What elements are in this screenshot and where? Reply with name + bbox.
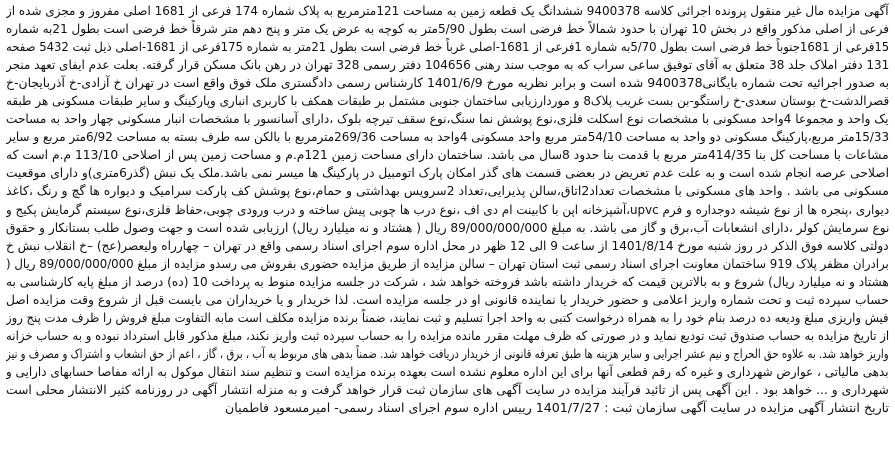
notice-line: دولتی کلاسه فوق الذکر در روز شنبه مورخ 1401/8/14 از ساعت 9 الی 12 ظهر در محل اداره سوم اجرای اسناد رسمی واقع در تهران – چهارراه ولیعصر(عج) –خ انقلاب نبش خ bbox=[6, 237, 889, 253]
notice-line: فرعی از اصلی مذکور واقع در بخش 10 تهران با حدود شمالاً خط فرضی است بطول 5/90متر به کوچه به عرض یک متر و پنج دهم متر شرقاً خط فرضی است بطول 21به شماره bbox=[6, 21, 889, 37]
notice-line: قصرالدشت-خ بوستان سعدی-خ راستگو-بن بست غریب پلاک8 و موردارزیابی ساختمان جنوبی مشتمل بر طبقات همکف با کاربری انباری وپارکینگ و سایر طبقات مسکونی هر طبقه bbox=[6, 93, 889, 109]
notice-line: شهرداری و ... خواهد بود . این آگهی پس از تائید فرآیند مزایده در سایت آگهی های سازمان ثبت قرار خواهد گرفت و به منزله انتشار آگهی در روزنامه کثیر الانتشار محلی است bbox=[6, 381, 889, 397]
notice-line: 131 دفتر املاک جلد 38 متعلق به آقای توفیق ساعی سراب که به موجب سند رهنی 104656 دفتر رسمی 328 تهران در رهن بانک مسکن قرار گرفته. بعلت عدم ایفای تعهد منجر bbox=[6, 57, 889, 73]
notice-line: مشاعات با مساحت کل بنا 414/35متر مربع با قدمت بنا حدود 8سال می باشد. ساختمان دارای مساحت زمین 121م.م و مساحت زمین پس از اصلاحی 113/10 م.م است که bbox=[6, 147, 889, 163]
notice-line: تاریخ انتشار آگهی مزایده در سایت آگهی سازمان ثبت : 1401/7/27 رییس اداره سوم اجرای اسناد رسمی- امیرمسعود فاطمیان bbox=[225, 400, 889, 416]
notice-line: واریز خواهد شد. به علاوه حق الحراج و نیم عشر اجرایی و سایر هزینه ها طبق تعرفه قانونی از خریدار دریافت خواهد شد. ضمناً بدهی های مربوط به آب ، برق ، گاز ، اعم از حق انشعاب و اشتراک و مصرف و نیز bbox=[6, 345, 889, 361]
notice-line: به صدور اجرائیه تحت شماره بایگانی9400378 شده است و برابر نظریه مورخ 1401/6/9 کارشناس رسمی دادگستری ملک فوق واقع است در تهران خ آزادی-خ آذربایجان-خ bbox=[6, 75, 889, 91]
notice-line: مسکونی می باشد . واحد های مسکونی با مشخصات تعداد2اتاق،سالن پذیرایی،تعداد 2سرویس بهداشتی و حمام،نوع پوشش کف پارکت سرامیک و دیواره ها گچ و رنگ ،کاغذ bbox=[6, 183, 889, 199]
notice-line: آگهی مزایده مال غیر منقول پرونده اجرائی کلاسه 9400378 ششدانگ یک قطعه زمین به مساحت 121مترمربع به پلاک شماره 174 فرعی از 1681 اصلی مفروز و مجزی شده از bbox=[6, 3, 889, 18]
notice-line: حساب سپرده ثبت و تحت شماره واریز اعلامی و حضور خریدار یا نماینده قانونی او در جلسه مزایده است. لذا خریدار و یا خریداران می بایست قبل از شروع وقت مزایده اصل bbox=[6, 291, 889, 307]
notice-line: هشتاد و نه میلیارد ریال) شروع و به بالاترین قیمت که خریدار داشته باشد فروخته خواهد شد ، شرکت در جلسه مزایده منوط به پرداخت 10 (ده) درصد از مبلغ پایه کارشناسی به bbox=[6, 273, 889, 289]
notice-line: نوع سرمایش کولر ،دارای انشعابات آب،برق و گاز می باشد. به مبلغ 89/000/000/000 ریال ( هشتاد و نه میلیارد ریال) ارزیابی شده است و جهت وصول طلب بستانکار و حقوق bbox=[6, 219, 889, 235]
notice-line: اصلاحی عرصه انجام شده است و به علت عدم تعریض در بعضی قسمت های گذر امکان پارک اتومبیل در پارکینگ ها میسر نمی باشد.ملک یک نبش (گذر6متری)و دارای موقعیت bbox=[6, 165, 889, 181]
notice-line: بدهی مالیاتی ، عوارض شهرداری و غیره که رقم قطعی آنها برای این اداره معلوم نشده است بعهده برنده مزایده است و تنظیم سند انتقال موکول به ارائه مفاصا حسابهای دارایی و bbox=[6, 363, 889, 379]
notice-line: 15/33متر مربع،پارکینگ مسکونی دو واحد به مساحت 54/10متر مربع واحد مسکونی 4واحد به مساحت 269/36مترمربع با بالکن سه طرف بسته به مساحت 6/92متر مربع و سایر bbox=[6, 129, 889, 145]
notice-line: 15فرعی از 1681جنوباً خط فرضی است بطول 5/70به شماره 1فرعی از 1681-اصلی غرباً خط فرضی است بطول 21متر به شماره 175فرعی از 1681-اصلی ذیل ثبت 5432 صفحه bbox=[6, 39, 889, 55]
notice-line: یک واحد و مجموعا 4واحد مسکونی با مشخصات نوع اسکلت فلزی،نوع پوشش نما سنگ،نوع سقف تیرچه بلوک ،دارای آسانسور با مشخصات انبار مسکونی چهار واحد به مساحت bbox=[6, 111, 889, 127]
notice-line: برادران مظفر پلاک 919 ساختمان معاونت اجرای اسناد رسمی ثبت استان تهران – سالن مزایده از طریق مزایده حضوری بفروش می رسدو مزایده از مبلغ 89/000/000/000 ریال ( bbox=[6, 255, 889, 271]
notice-line: از تاریخ مزایده به حساب صندوق ثبت تودیع نماید و در صورتی که ظرف مهلت مقرر مانده مزایده را به حساب سپرده ثبت واریز نکند، مبلغ مذکور قابل استرداد نبوده و به حساب خزانه bbox=[6, 327, 889, 343]
notice-line: دیواری ،پنجره ها از نوع شیشه دوجداره و فرم upvc،آشپزخانه اپن با کابینت ام دی اف ،نوع درب ها چوبی پیش ساخته و درب ورودی چوبی،حفاظ فلزی،نوع سیستم گرمایش پکیج و bbox=[6, 201, 889, 217]
notice-line: فیش واریزی مبلغ ودیعه ده درصد بنام خود را به همراه درخواست کتبی به واحد اجرا تسلیم و ثبت نمایند، ضمناً برنده مزایده مکلف است مابه التفاوت مبلغ فروش را ظرف مدت پنج روز bbox=[6, 309, 889, 325]
